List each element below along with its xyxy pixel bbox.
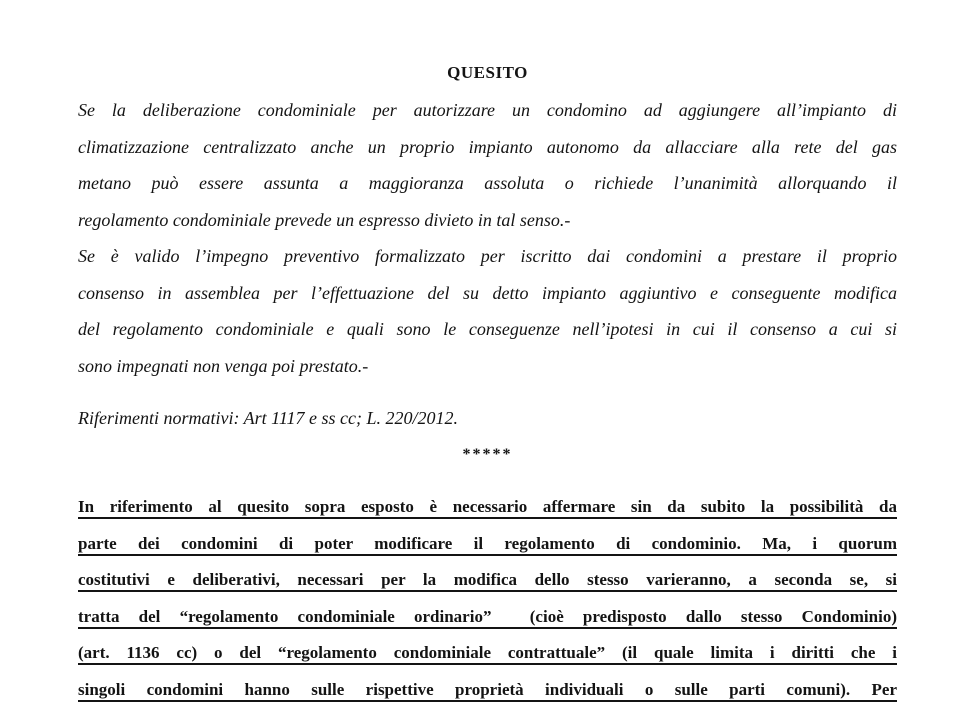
answer-line: In riferimento al quesito sopra esposto è necessario affermare sin da subito la possibilità da — [78, 497, 897, 516]
question-line: climatizzazione centralizzato anche un proprio impianto autonomo da allacciare alla rete del gas — [78, 136, 897, 157]
document-content — [78, 0, 897, 708]
answer-line: (art. 1136 cc) o del “regolamento condominiale contrattuale” (il quale limita i diritti che i — [78, 643, 897, 662]
normative-references: Riferimenti normativi: Art 1117 e ss cc; L. 220/2012. — [78, 408, 458, 428]
question-paragraph-1 — [78, 92, 897, 238]
question-line: Se la deliberazione condominiale per autorizzare un condomino ad aggiungere all’impianto di — [78, 100, 897, 120]
asterisk-separator: ***** — [462, 445, 513, 463]
question-line: sono impegnati non venga poi prestato.- — [78, 355, 369, 376]
question-line: del regolamento condominiale e quali sono le conseguenze nell’ipotesi in cui il consenso a cui si — [78, 319, 897, 339]
question-line: metano può essere assunta a maggioranza assoluta o richiede l’unanimità allorquando il — [78, 173, 897, 193]
question-line: regolamento condominiale prevede un espresso divieto in tal senso.- — [78, 209, 571, 230]
answer-line: tratta del “regolamento condominiale ordinario” (cioè predisposto dallo stesso Condominio) — [78, 606, 897, 626]
question-line: consenso in assemblea per l’effettuazione del su detto impianto aggiuntivo e conseguente modifica — [78, 282, 897, 303]
answer-line: costitutivi e deliberativi, necessari per la modifica dello stesso varieranno, a seconda se, si — [78, 570, 897, 589]
answer-paragraph — [78, 489, 897, 708]
document-title: QUESITO — [447, 63, 528, 82]
answer-line: singoli condomini hanno sulle rispettive proprietà individuali o sulle parti comuni). Per — [78, 679, 897, 699]
answer-line: parte dei condomini di poter modificare il regolamento di condominio. Ma, i quorum — [78, 533, 897, 553]
question-paragraph-2 — [78, 238, 897, 384]
question-line: Se è valido l’impegno preventivo formalizzato per iscritto dai condomini a prestare il proprio — [78, 246, 897, 266]
